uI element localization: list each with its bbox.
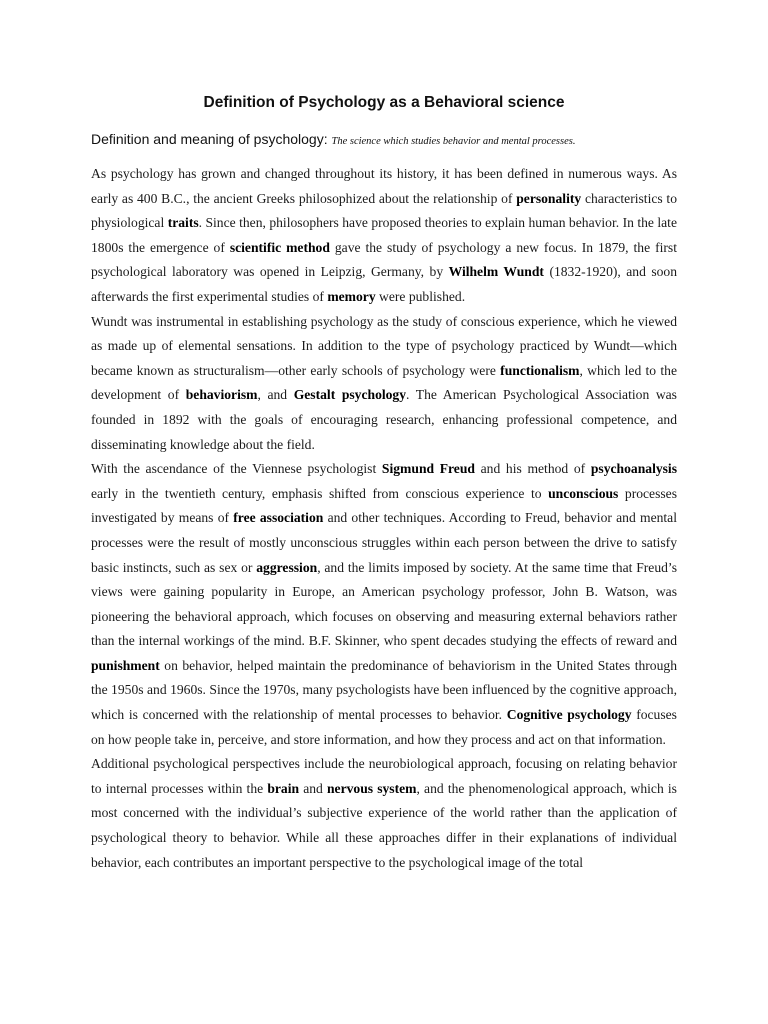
text-span: focuses on how people take in, perceive, and store information, and how they process and act on that information. — [91, 707, 677, 747]
text-span: . The American Psychological Association was founded in 1892 with the goals of encouraging research, enhancing professional competence, and disseminating knowledge about the field. — [91, 387, 677, 452]
text-span: and other techniques. According to Freud, behavior and mental processes were the result of mostly unconscious struggles within each person between the drive to satisfy basic instincts, such as sex or — [91, 510, 677, 575]
paragraph-1 — [91, 162, 677, 310]
term-personality: personality — [516, 190, 582, 206]
text-span: , which led to the development of — [91, 362, 677, 403]
term-sigmund-freud: Sigmund Freud — [381, 461, 475, 477]
document-body — [91, 162, 677, 875]
text-span: and his method of — [480, 461, 586, 477]
term-cognitive-psychology: Cognitive psychology — [506, 707, 632, 723]
term-punishment: punishment — [91, 657, 160, 673]
paragraph-3 — [91, 457, 677, 752]
text-span: , and — [257, 387, 288, 403]
term-memory: memory — [327, 288, 376, 304]
paragraph-4 — [91, 752, 677, 875]
term-nervous-system: nervous system — [327, 780, 417, 796]
text-span: With the ascendance of the Viennese psychologist — [91, 461, 377, 477]
term-unconscious: unconscious — [548, 485, 619, 501]
term-brain: brain — [267, 780, 300, 796]
document-title: Definition of Psychology as a Behavioral science — [203, 94, 565, 111]
text-span: and — [303, 780, 323, 796]
term-free-association: free association — [233, 510, 324, 526]
text-span: . Since then, philosophers have proposed theories to explain human behavior. In the late 1800s the emergence of — [91, 215, 677, 255]
term-traits: traits — [167, 215, 199, 231]
definition-text: The science which studies behavior and mental processes. — [331, 136, 576, 147]
text-span: early in the twentieth century, emphasis shifted from conscious experience to — [91, 485, 542, 501]
text-span: Wundt was instrumental in establishing psychology as the study of conscious experience, which he viewed as made up of elemental sensations. In addition to the type of psychology practiced by Wundt—which became known as structuralism—other early schools of psychology were — [91, 313, 677, 378]
term-scientific-method: scientific method — [229, 239, 330, 255]
text-span: processes investigated by means of — [91, 485, 677, 526]
term-gestalt-psychology: Gestalt psychology — [293, 387, 407, 403]
term-functionalism: functionalism — [500, 362, 580, 378]
term-aggression: aggression — [256, 559, 318, 575]
text-span: , and the limits imposed by society. At the same time that Freud’s views were gaining popularity in Europe, an American psychology professor, John B. Watson, was pioneering the behavioral approach, which focuses on observing and measuring external behaviors rather than the internal workings of the mind. B.F. Skinner, who spent decades studying the effects of reward and — [91, 559, 677, 649]
term-wilhelm-wundt: Wilhelm Wundt — [448, 264, 544, 280]
term-psychoanalysis: psychoanalysis — [590, 461, 677, 477]
text-span: (1832-1920), and soon afterwards the first experimental studies of — [91, 264, 678, 304]
text-span: gave the study of psychology a new focus. In 1879, the first psychological laboratory was opened in Leipzig, Germany, by — [91, 239, 677, 280]
text-span: As psychology has grown and changed throughout its history, it has been defined in numerous ways. As early as 400 B.C., the ancient Greeks philosophized about the relationship of — [91, 166, 677, 206]
definition-line — [91, 131, 691, 147]
text-span: , and the phenomenological approach, which is most concerned with the individual’s subjective experience of the world rather than the application of psychological theory to behavior. While all these approaches differ in their explanations of individual behavior, each contributes an important perspective to the psychological image of the total — [91, 780, 677, 870]
paragraph-2 — [91, 310, 677, 458]
term-behaviorism: behaviorism — [185, 387, 258, 403]
text-span: on behavior, helped maintain the predominance of behaviorism in the United States through the 1950s and 1960s. Since the 1970s, many psychologists have been influenced by the cognitive approach, which is concerned with the relationship of mental processes to behavior. — [91, 657, 677, 723]
definition-lead: Definition and meaning of psychology: — [91, 131, 328, 147]
text-span: were published. — [379, 288, 466, 304]
text-span: Additional psychological perspectives include the neurobiological approach, focusing on relating behavior to internal processes within the — [91, 756, 677, 796]
text-span: characteristics to physiological — [91, 190, 678, 231]
